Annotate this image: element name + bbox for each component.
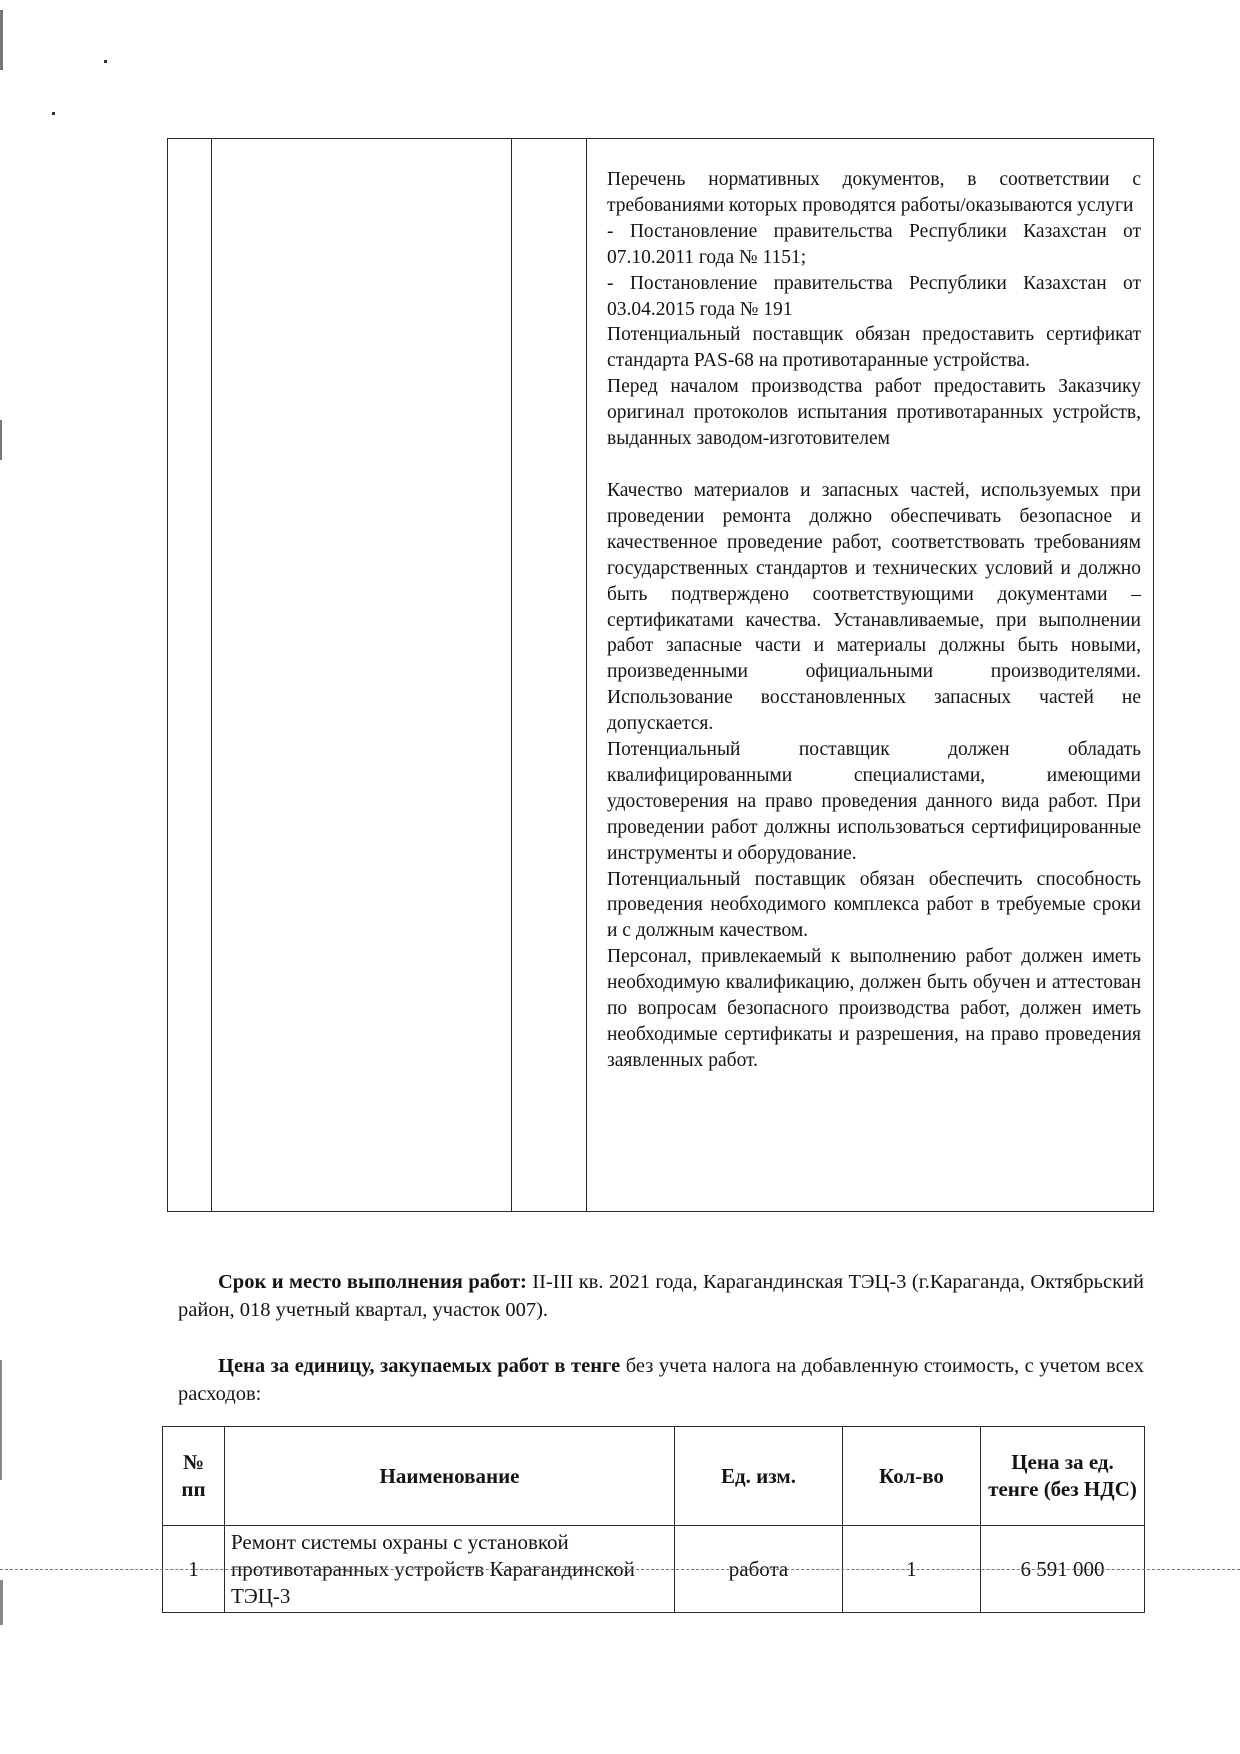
scan-speck xyxy=(104,60,107,63)
table-header-row xyxy=(163,1427,1145,1526)
requirements-paragraph: Потенциальный поставщик обязан обеспечить способность проведения необходимого комплекса работ в требуемые сроки и с должным качеством. xyxy=(607,868,1141,942)
empty-cell xyxy=(512,139,587,1212)
requirements-paragraph: Качество материалов и запасных частей, используемых при проведении ремонта должно обеспечивать безопасное и качественное проведение работ, соответствовать требованиям государственных стандартов и технических условий и должно быть подтверждено соответствующими документами – сертификатами качества. Устанавливаемые, при выполнении работ запасные части и материалы должны быть новыми, произведенными официальными производителями. Использование восстановленных запасных частей не допускается. xyxy=(607,479,1141,735)
requirements-paragraph: Персонал, привлекаемый к выполнению работ должен иметь необходимую квалификацию, должен быть обучен и аттестован по вопросам безопасного производства работ, должен иметь необходимые сертификаты и разрешения, на право проведения заявленных работ. xyxy=(607,946,1141,1071)
requirements-paragraph: Перед началом производства работ предоставить Заказчику оригинал протоколов испытания противотаранных устройств, выданных заводом-изготовителем xyxy=(607,376,1141,450)
price-table xyxy=(162,1426,1145,1613)
table-row xyxy=(168,139,1154,1212)
header-price: Цена за ед. тенге (без НДС) xyxy=(981,1427,1145,1526)
scan-edge-mark xyxy=(0,10,3,70)
requirements-paragraph: Перечень нормативных документов, в соответствии с требованиями которых проводятся работы/оказываются услуги xyxy=(607,169,1141,216)
price-intro-text: без учета налога на добавленную стоимость, с учетом всех расходов: xyxy=(178,1355,1144,1405)
price-intro-label: Цена за единицу, закупаемых работ в тенге xyxy=(218,1355,621,1377)
scan-edge-mark xyxy=(0,1580,3,1625)
cell-unit: работа xyxy=(675,1526,843,1613)
cell-num: 1 xyxy=(163,1526,225,1613)
term-text: II-III кв. 2021 года, Карагандинская ТЭЦ-3 (г.Караганда, Октябрьский район, 018 учетный квартал, участок 007). xyxy=(178,1271,1144,1321)
cell-price: 6 591 000 xyxy=(981,1526,1145,1613)
scan-edge-mark xyxy=(0,420,2,460)
header-name: Наименование xyxy=(225,1427,675,1526)
scan-artifact-line xyxy=(0,1569,1240,1570)
header-unit: Ед. изм. xyxy=(675,1427,843,1526)
requirements-paragraph: Потенциальный поставщик должен обладать квалифицированными специалистами, имеющими удостоверения на право проведения данного вида работ. При проведении работ должны использоваться сертифицированные инструменты и оборудование. xyxy=(607,739,1141,864)
empty-cell xyxy=(168,139,212,1212)
requirements-paragraph: - Постановление правительства Республики Казахстан от 03.04.2015 года № 191 xyxy=(607,272,1141,320)
requirements-paragraph: Потенциальный поставщик обязан предоставить сертификат стандарта PAS-68 на противотаранные устройства. xyxy=(607,324,1141,372)
cell-qty: 1 xyxy=(843,1526,981,1613)
requirements-table xyxy=(167,138,1154,1212)
requirements-paragraph: - Постановление правительства Республики Казахстан от 07.10.2011 года № 1151; xyxy=(607,220,1141,268)
requirements-cell xyxy=(587,139,1154,1212)
empty-cell xyxy=(212,139,512,1212)
price-intro-paragraph xyxy=(178,1352,1144,1408)
cell-name: Ремонт системы охраны с установкой противотаранных устройств Карагандинской ТЭЦ-3 xyxy=(225,1526,675,1613)
scan-speck xyxy=(52,112,55,115)
header-qty: Кол-во xyxy=(843,1427,981,1526)
scan-edge-mark xyxy=(0,1360,2,1480)
term-paragraph xyxy=(178,1268,1144,1324)
term-label: Срок и место выполнения работ: xyxy=(218,1271,527,1293)
header-num: № пп xyxy=(163,1427,225,1526)
